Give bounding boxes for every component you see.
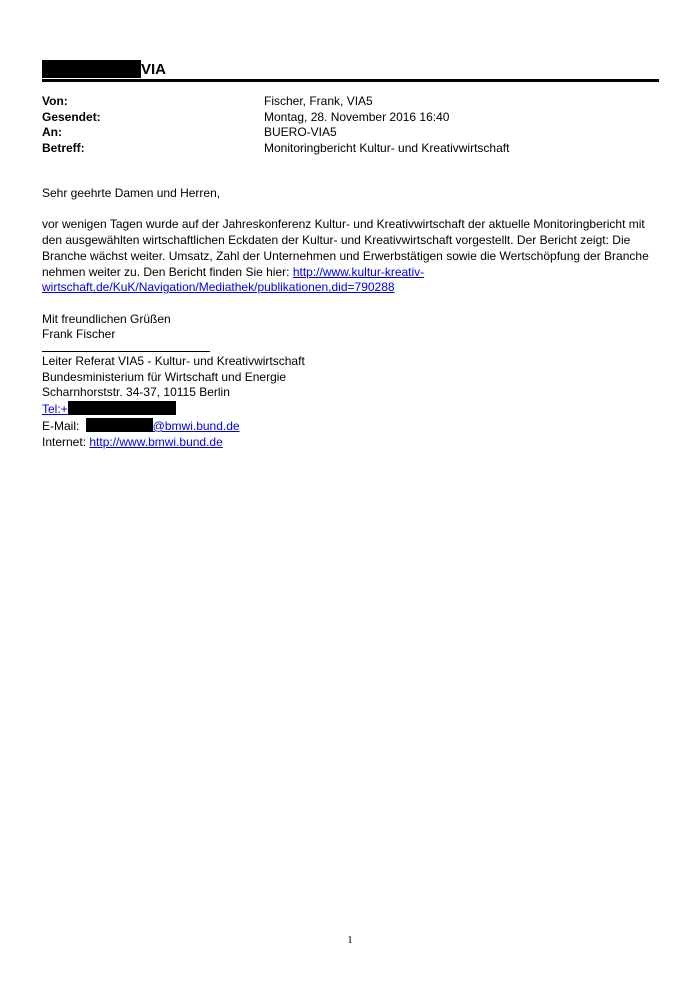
email-meta <box>42 94 509 157</box>
signature-email <box>42 418 662 435</box>
header-rule <box>42 79 659 82</box>
signature-address: Scharnhorststr. 34-37, 10115 Berlin <box>42 385 230 400</box>
report-link-line2: wirtschaft.de/KuK/Navigation/Mediathek/publikationen,did=790288 <box>42 280 395 295</box>
page-number: 1 <box>347 934 353 946</box>
meta-row-subject <box>42 141 509 157</box>
redaction-bar <box>42 60 141 78</box>
email-label: E-Mail: <box>42 418 83 433</box>
email-link[interactable]: @bmwi.bund.de <box>152 418 240 433</box>
meta-row-to <box>42 125 509 141</box>
sent-label: Gesendet: <box>42 109 101 124</box>
redaction-bar <box>86 418 153 432</box>
body-paragraph <box>42 217 662 296</box>
greeting: Sehr geehrte Damen und Herren, <box>42 186 221 200</box>
to-value: BUERO-VIA5 <box>264 125 337 140</box>
sent-value: Montag, 28. November 2016 16:40 <box>264 109 450 124</box>
subject-value: Monitoringbericht Kultur- und Kreativwirtschaft <box>264 141 510 156</box>
tel-link[interactable]: Tel:+ <box>42 402 68 417</box>
email-header <box>42 58 659 82</box>
to-label: An: <box>42 125 62 140</box>
signature-organization: Bundesministerium für Wirtschaft und Energie <box>42 369 287 384</box>
closing: Mit freundlichen Grüßen <box>42 311 171 326</box>
meta-row-from <box>42 94 509 110</box>
header-title <box>42 58 659 78</box>
signature-tel <box>42 401 662 418</box>
redaction-bar <box>68 401 176 415</box>
header-title-suffix: VIA <box>141 61 167 78</box>
internet-link[interactable]: http://www.bmwi.bund.de <box>89 434 223 449</box>
signature-position: Leiter Referat VIA5 - Kultur- und Kreativwirtschaft <box>42 354 305 368</box>
email-body <box>42 186 662 450</box>
from-label: Von: <box>42 94 68 108</box>
from-value: Fischer, Frank, VIA5 <box>264 94 373 108</box>
signature-divider <box>42 343 210 352</box>
sender-name: Frank Fischer <box>42 327 116 342</box>
subject-label: Betreff: <box>42 141 85 156</box>
meta-row-sent <box>42 110 509 126</box>
report-link-line1: http://www.kultur-kreativ- <box>292 264 425 279</box>
internet-label: Internet: <box>42 434 90 449</box>
body-paragraph-text: vor wenigen Tagen wurde auf der Jahreskonferenz Kultur- und Kreativwirtschaft der aktuelle Monitoringbericht mit den ausgewählten wirtschaftlichen Eckdaten der Kultur- und Kreativwirtschaft vorgestellt. Der Bericht zeigt: Die Branche wächst weiter. Umsatz, Zahl der Unternehmen und Erwerbstätigen sowie die Wertschöpfung der Branche nehmen weiter zu. Den Bericht finden Sie hier: <box>42 217 649 279</box>
signature-internet <box>42 435 662 451</box>
